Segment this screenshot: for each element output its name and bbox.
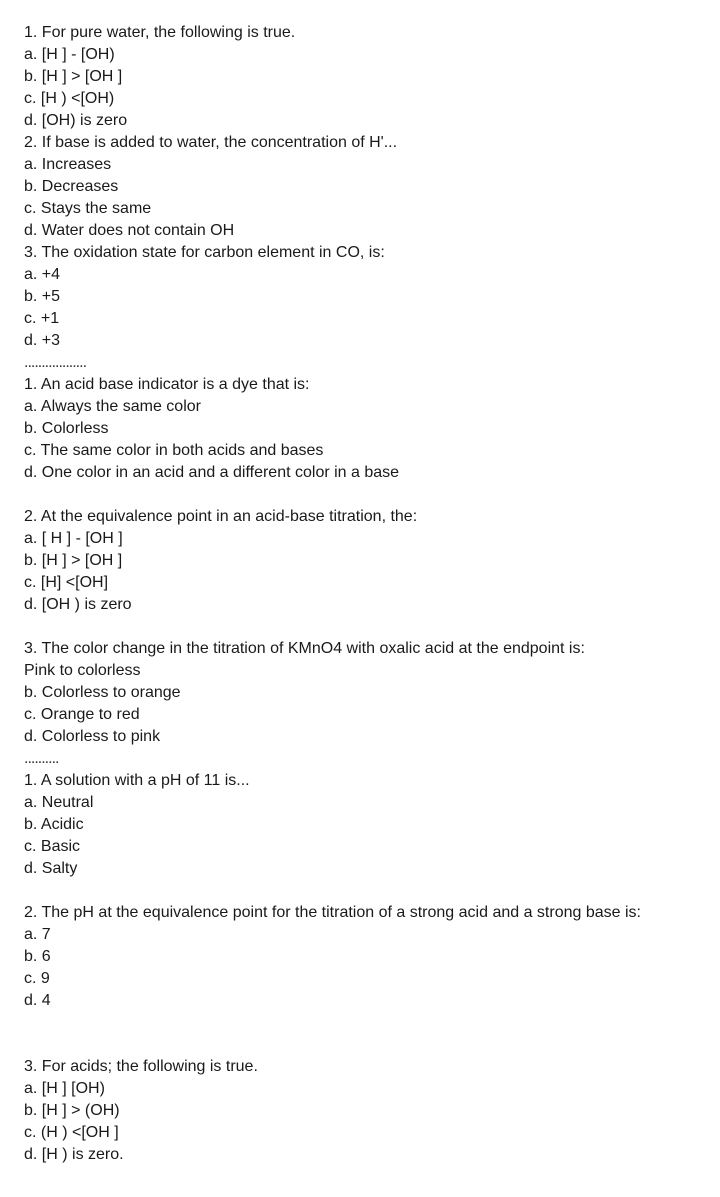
question-text: 3. The color change in the titration of KMnO4 with oxalic acid at the endpoint is:: [24, 640, 585, 657]
option-a: a. +4: [24, 266, 61, 283]
question-text: 1. For pure water, the following is true.: [24, 24, 296, 41]
option-c: c. Basic: [24, 838, 81, 855]
option-a: Pink to colorless: [24, 662, 141, 679]
option-d: d. 4: [24, 992, 51, 1009]
section-2: [24, 374, 704, 748]
option-c: c. [H] <[OH]: [24, 574, 109, 591]
option-d: d. [H ) is zero.: [24, 1146, 124, 1163]
option-c: c. Orange to red: [24, 706, 140, 723]
question-text: 2. The pH at the equivalence point for the titration of a strong acid and a strong base is:: [24, 904, 641, 921]
option-d: d. Colorless to pink: [24, 728, 161, 745]
option-d: d. One color in an acid and a different color in a base: [24, 464, 400, 481]
option-b: b. Decreases: [24, 178, 119, 195]
option-c: c. Stays the same: [24, 200, 152, 217]
spacer: [24, 616, 704, 638]
option-d: d. [OH) is zero: [24, 112, 128, 129]
question-block: [24, 638, 704, 748]
option-a: a. [ H ] - [OH ]: [24, 530, 123, 547]
option-b: b. +5: [24, 288, 61, 305]
option-b: b. Colorless: [24, 420, 109, 437]
question-block: [24, 902, 704, 1012]
question-text: 2. If base is added to water, the concentration of H'...: [24, 134, 398, 151]
spacer: [24, 484, 704, 506]
option-b: b. 6: [24, 948, 51, 965]
option-c: c. [H ) <[OH): [24, 90, 115, 107]
option-c: c. 9: [24, 970, 50, 987]
option-a: a. Always the same color: [24, 398, 201, 415]
section-separator: ..........: [24, 750, 59, 767]
question-block: [24, 242, 704, 352]
option-a: a. Neutral: [24, 794, 94, 811]
option-b: b. [H ] > (OH): [24, 1102, 120, 1119]
section-separator: ..................: [24, 354, 87, 371]
option-a: a. Increases: [24, 156, 112, 173]
option-d: d. [OH ) is zero: [24, 596, 132, 613]
option-a: a. [H ] [OH): [24, 1080, 105, 1097]
option-c: c. +1: [24, 310, 60, 327]
option-b: b. [H ] > [OH ]: [24, 552, 123, 569]
question-block: [24, 506, 704, 616]
option-c: c. The same color in both acids and bases: [24, 442, 324, 459]
option-a: a. [H ] - [OH): [24, 46, 115, 63]
question-text: 1. An acid base indicator is a dye that is:: [24, 376, 310, 393]
question-text: 3. The oxidation state for carbon element in CO, is:: [24, 244, 385, 261]
question-block: [24, 374, 704, 484]
option-c: c. (H ) <[OH ]: [24, 1124, 119, 1141]
document: [24, 22, 704, 1166]
question-block: [24, 770, 704, 880]
option-d: d. Water does not contain OH: [24, 222, 235, 239]
option-b: b. Colorless to orange: [24, 684, 181, 701]
question-block: [24, 22, 704, 132]
option-b: b. [H ] > [OH ]: [24, 68, 123, 85]
option-d: d. Salty: [24, 860, 78, 877]
section-1: [24, 22, 704, 352]
spacer: [24, 880, 704, 902]
question-text: 2. At the equivalence point in an acid-base titration, the:: [24, 508, 418, 525]
option-a: a. 7: [24, 926, 51, 943]
section-3: [24, 770, 704, 1166]
option-b: b. Acidic: [24, 816, 84, 833]
question-block: [24, 132, 704, 242]
question-block: [24, 1056, 704, 1166]
option-d: d. +3: [24, 332, 61, 349]
spacer: [24, 1012, 704, 1056]
question-text: 3. For acids; the following is true.: [24, 1058, 258, 1075]
question-text: 1. A solution with a pH of 11 is...: [24, 772, 250, 789]
